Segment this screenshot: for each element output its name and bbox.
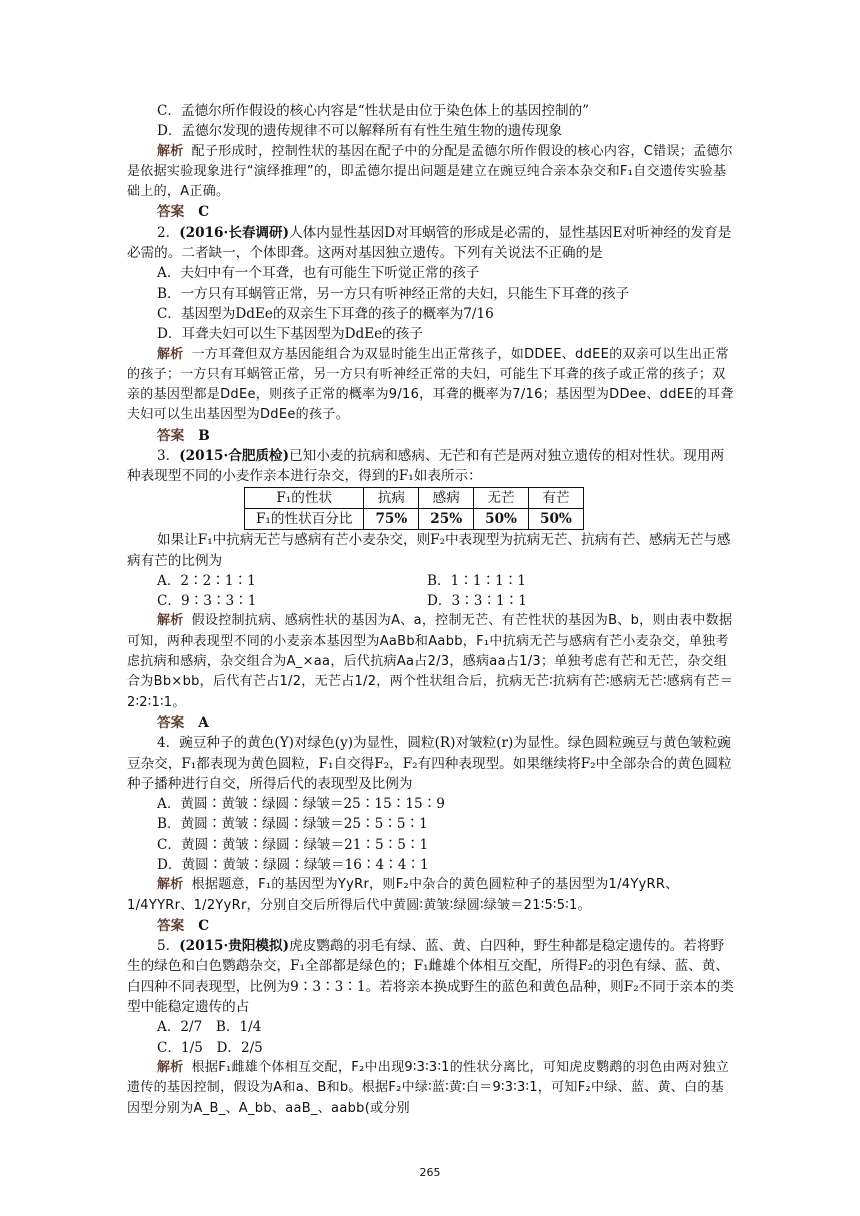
q1-option-d: D．孟德尔发现的遗传规律不可以解释所有有性生殖生物的遗传现象 <box>157 123 563 140</box>
q3-question: 如果让F₁中抗病无芒与感病有芒小麦杂交，则F₂中表现型为抗病无芒、抗病有芒、感病无芒与感病有芒的比例为 <box>127 532 731 569</box>
analysis-label: 解析 <box>157 613 184 629</box>
table-cell: 无芒 <box>474 487 529 508</box>
q5-options-cd: C．1/5 D．2/5 <box>157 1039 263 1056</box>
q4-stem: 4．豌豆种子的黄色(Y)对绿色(y)为显性，圆粒(R)对皱粒(r)为显性。绿色圆粒豌豆与黄色皱粒豌豆杂交，F₁都表现为黄色圆粒，F₁自交得F₂，F₂有四种表现型。如果继续将F₂中全部杂合的黄色圆粒种子播种进行自交，所得后代的表现型及比例为 <box>127 735 732 792</box>
q3-option-d: D．3∶3∶1∶1 <box>427 593 527 610</box>
table-cell: F₁的性状 <box>245 487 364 508</box>
q4-analysis: 解析 根据题意，F₁的基因型为YyRr，则F₂中杂合的黄色圆粒种子的基因型为1/4YyRR、1/4YYRr、1/2YyRr，分别自交后所得后代中黄圆∶黄皱∶绿圆∶绿皱＝21∶5∶5∶1。 <box>127 877 679 913</box>
q2-answer: 答案 B <box>157 427 210 444</box>
answer-label: 答案 <box>157 917 185 934</box>
analysis-label: 解析 <box>157 346 184 362</box>
q2-stem: 2．(2016·长春调研)人体内显性基因D对耳蜗管的形成是必需的，显性基因E对听神经的发育是必需的。二者缺一，个体即聋。这两对基因独立遗传。下列有关说法不正确的是 <box>127 224 732 262</box>
q3-option-a: A．2∶2∶1∶1 <box>157 572 256 589</box>
table-cell: F₁的性状百分比 <box>245 508 364 529</box>
q4-option-b: B．黄圆∶黄皱∶绿圆∶绿皱＝25∶5∶5∶1 <box>157 816 428 833</box>
q4-option-a: A．黄圆∶黄皱∶绿圆∶绿皱＝25∶15∶15∶9 <box>157 796 445 813</box>
analysis-label: 解析 <box>157 877 184 893</box>
q3-options-row-1 <box>127 571 737 591</box>
q5-stem: 5．(2015·贵阳模拟)虎皮鹦鹉的羽毛有绿、蓝、黄、白四种，野生种都是稳定遗传的。若将野生的绿色和白色鹦鹉杂交，F₁全部都是绿色的；F₁雌雄个体相互交配，所得F₂的羽色有绿、蓝、黄、白四种不同表现型，比例为9∶3∶3∶1。若将亲本换成野生的蓝色和黄色品种，则F₂不同于亲本的类型中能稳定遗传的占 <box>127 938 734 1016</box>
q2-option-b: B．一方只有耳蜗管正常，另一方只有听神经正常的夫妇，只能生下耳聋的孩子 <box>157 285 630 302</box>
table-cell: 感病 <box>419 487 474 508</box>
analysis-label: 解析 <box>157 143 184 159</box>
q3-option-b: B．1∶1∶1∶1 <box>427 572 526 589</box>
q3-analysis: 解析 假设控制抗病、感病性状的基因为A、a，控制无芒、有芒性状的基因为B、b，则由表中数据可知，两种表现型不同的小麦亲本基因型为AaBb和Aabb，F₁中抗病无芒与感病有芒小麦杂交，单独考虑抗病和感病，杂交组合为A_×aa，后代抗病Aa占2/3，感病aa占1/3；单独考虑有芒和无芒，杂交组合为Bb×bb，后代有芒占1/2，无芒占1/2，两个性状组合后，抗病无芒∶抗病有芒∶感病无芒∶感病有芒＝2∶2∶1∶1。 <box>127 613 734 710</box>
q2-option-d: D．耳聋夫妇可以生下基因型为DdEe的孩子 <box>157 326 423 343</box>
f1-trait-table <box>244 487 584 531</box>
analysis-label: 解析 <box>157 1059 184 1075</box>
q2-option-c: C．基因型为DdEe的双亲生下耳聋的孩子的概率为7/16 <box>157 305 494 322</box>
q3-option-c: C．9∶3∶3∶1 <box>157 593 257 610</box>
table-cell: 75% <box>364 508 419 529</box>
q1-option-c: C．孟德尔所作假设的核心内容是“性状是由位于染色体上的基因控制的” <box>157 103 590 119</box>
answer-label: 答案 <box>157 427 185 444</box>
q5-analysis: 解析 根据F₁雌雄个体相互交配，F₂中出现9∶3∶3∶1的性状分离比，可知虎皮鹦鹉的羽色由两对独立遗传的基因控制，假设为A和a、B和b。根据F₂中绿∶蓝∶黄∶白＝9∶3∶3∶1，可知F₂中绿、蓝、黄、白的基因型分别为A_B_、A_bb、aaB_、aabb(或分别 <box>127 1059 730 1116</box>
answer-label: 答案 <box>157 714 185 731</box>
table-cell: 25% <box>419 508 474 529</box>
q4-answer: 答案 C <box>157 917 210 934</box>
q4-option-c: C．黄圆∶黄皱∶绿圆∶绿皱＝21∶5∶5∶1 <box>157 836 429 853</box>
q2-source: (2016·长春调研) <box>179 224 290 241</box>
table-row <box>245 508 584 529</box>
q5-options-ab: A．2/7 B．1/4 <box>157 1019 262 1036</box>
table-cell: 有芒 <box>528 487 583 508</box>
table-cell: 抗病 <box>364 487 419 508</box>
q3-source: (2015·合肥质检) <box>179 448 290 465</box>
table-cell: 50% <box>528 508 583 529</box>
q3-stem: 3．(2015·合肥质检)已知小麦的抗病和感病、无芒和有芒是两对独立遗传的相对性状。现用两种表现型不同的小麦作亲本进行杂交，得到的F₁如表所示： <box>127 448 725 485</box>
q1-analysis: 解析 配子形成时，控制性状的基因在配子中的分配是孟德尔所作假设的核心内容，C错误；孟德尔是依据实验现象进行“演绎推理”的，即孟德尔提出问题是建立在豌豆纯合亲本杂交和F₁自交遗传实验基础上的，A正确。 <box>127 143 733 200</box>
table-header-row <box>245 487 584 508</box>
page-number: 265 <box>419 1166 441 1179</box>
q2-option-a: A．夫妇中有一个耳聋，也有可能生下听觉正常的孩子 <box>157 265 480 282</box>
q2-analysis: 解析 一方耳聋但双方基因能组合为双显时能生出正常孩子，如DDEE、ddEE的双亲可以生出正常的孩子；一方只有耳蜗管正常，另一方只有听神经正常的夫妇，可能生下耳聋的孩子或正常的孩子；双亲的基因型都是DdEe，则孩子正常的概率为9/16，耳聋的概率为7/16；基因型为DDee、ddEE的耳聋夫妇可以生出基因型为DdEe的孩子。 <box>127 346 734 423</box>
q1-answer: 答案 C <box>157 204 210 221</box>
q3-answer: 答案 A <box>157 714 209 731</box>
q4-option-d: D．黄圆∶黄皱∶绿圆∶绿皱＝16∶4∶4∶1 <box>157 856 429 873</box>
q3-options-row-2 <box>127 591 737 611</box>
q5-source: (2015·贵阳模拟) <box>179 938 290 955</box>
document-body <box>127 101 737 1119</box>
answer-label: 答案 <box>157 204 185 221</box>
table-cell: 50% <box>474 508 529 529</box>
